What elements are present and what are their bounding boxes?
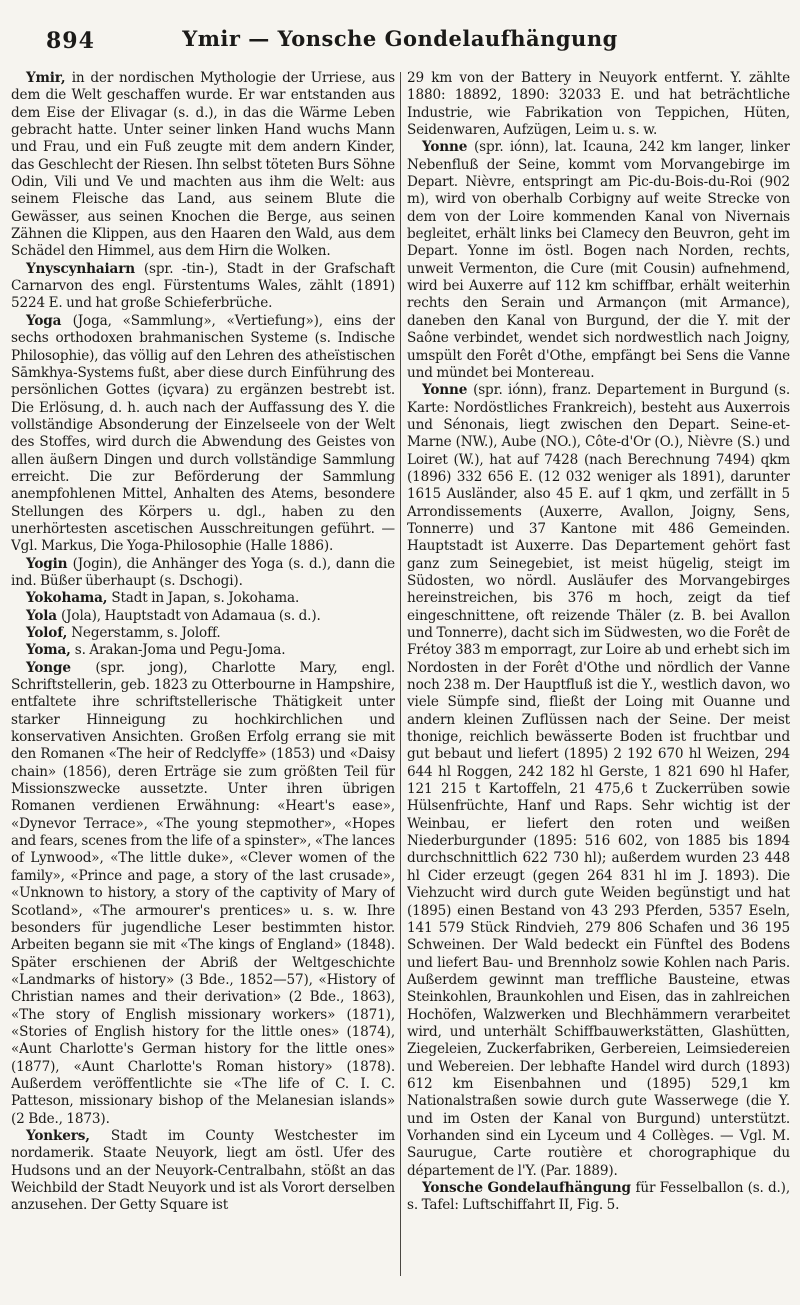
page-header xyxy=(0,26,800,66)
dictionary-entry xyxy=(407,382,790,1180)
entry-text: (spr. jong), Charlotte Mary, engl. Schriftstellerin, geb. 1823 zu Otterbourne in Hampshire, entfaltete ihre schriftstellerische Thätigkeit unter starker Hinneigung zu hochkirchlichen und konservativen Ansichten. Großen Erfolg errang sie mit den Romanen «The heir of Redclyffe» (1853) und «Daisy chain» (1856), deren Erträge sie zum größten Teil für Missionszwecke aussetzte. Unter ihren übrigen Romanen verdienen Erwähnung: «Heart's ease», «Dynevor Terrace», «The young stepmother», «Hopes and fears, scenes from the life of a spinster», «The lances of Lynwood», «The little duke», «Clever women of the family», «Prince and page, a story of the last crusade», «Unknown to history, a story of the captivity of Mary of Scotland», «The armourer's prentices» u. s. w. Ihre besonders für jugendliche Leser bestimmten histor. Arbeiten begann sie mit «The kings of England» (1848). Später erschienen der Abriß der Weltgeschichte «Landmarks of history» (3 Bde., 1852—57), «History of Christian names and their derivation» (2 Bde., 1863), «The story of English missionary workers» (1871), «Stories of English history for the little ones» (1874), «Aunt Charlotte's German history for the little ones» (1877), «Aunt Charlotte's Roman history» (1878). Außerdem veröffentlichte sie «The life of C. I. C. Patteson, missionary bishop of the Melanesian islands» (2 Bde., 1873). xyxy=(11,659,395,1127)
running-title: Ymir — Yonsche Gondelaufhängung xyxy=(182,26,618,51)
entry-text: (spr. iónn), lat. Icauna, 242 km langer, linker Nebenfluß der Seine, kommt vom Morvangebirge im Depart. Nièvre, entspringt am Pic-du-Bois-du-Roi (902 m), wird von oberhalb Corbigny auf weite Strecke von dem von der Loire kommenden Kanal von Nivernais begleitet, erhält links bei Clamecy den Beuvron, geht im Depart. Yonne im östl. Bogen nach Norden, rechts, unweit Vermenton, die Cure (mit Cousin) aufnehmend, wird bei Auxerre auf 112 km schiffbar, erhält weiterhin rechts den Serain und Armançon (mit Armance), daneben den Kanal von Burgund, der die Y. mit der Saône verbindet, wendet sich nordwestlich nach Joigny, umspült den Forêt d'Othe, empfängt bei Sens die Vanne und mündet bei Montereau. xyxy=(407,139,790,381)
dictionary-entry xyxy=(11,556,395,591)
entry-text: in der nordischen Mythologie der Urriese, aus dem die Welt geschaffen wurde. Er war entstanden aus dem Eise der Elivagar (s. d.), in das die Wärme Leben gebracht hatte. Unter seiner linken Hand wuchs Mann und Frau, und ein Fuß zeugte mit dem andern Kinder, das Geschlecht der Riesen. Ihn selbst töteten Burs Söhne Odin, Vili und Ve und machten aus ihm die Welt: aus seinem Fleische das Land, aus seinem Blute die Gewässer, aus seinen Knochen die Berge, aus seinen Zähnen die Klippen, aus den Haaren den Wald, aus dem Schädel den Himmel, aus dem Hirn die Wolken. xyxy=(11,70,395,260)
dictionary-entry xyxy=(11,261,395,313)
dictionary-entry xyxy=(11,608,395,625)
entry-text: (Jogin), die Anhänger des Yoga (s. d.), dann die ind. Büßer überhaupt (s. Dschogi). xyxy=(11,555,395,589)
entry-text: (Jola), Hauptstadt von Adamaua (s. d.). xyxy=(60,607,321,624)
dictionary-entry xyxy=(407,139,790,382)
dictionary-entry xyxy=(11,642,395,659)
entry-headword: Yonne xyxy=(422,382,474,399)
entry-headword: Yola xyxy=(26,607,61,624)
page-number: 894 xyxy=(46,28,95,54)
text-columns xyxy=(0,70,800,1285)
entry-headword: Ymir, xyxy=(26,70,72,86)
dictionary-entry xyxy=(11,660,395,1128)
entry-text: Stadt im County Westchester im nordamerik. Staate Neuyork, liegt am östl. Ufer des Hudsons und an der Neuyork-Centralbahn, stößt an das Weichbild der Stadt Neuyork und ist als Vorort derselben anzusehen. Der Getty Square ist xyxy=(11,1127,395,1214)
dictionary-entry xyxy=(11,313,395,556)
dictionary-entry xyxy=(11,625,395,642)
entry-headword: Yonge xyxy=(26,659,96,676)
entry-headword: Yoga xyxy=(26,312,73,329)
entry-text: (spr. iónn), franz. Departement in Burgund (s. Karte: Nordöstliches Frankreich), besteht aus Auxerrois und Sénonais, liegt zwischen den Depart. Seine-et-Marne (NW.), Aube (NO.), Côte-d'Or (O.), Nièvre (S.) und Loiret (W.), hat auf 7428 (nach Berechnung 7494) qkm (1896) 332 656 E. (12 032 weniger als 1891), darunter 1615 Ausländer, also 45 E. auf 1 qkm, und zerfällt in 5 Arrondissements (Auxerre, Avallon, Joigny, Sens, Tonnerre) und 37 Kantone mit 486 Gemeinden. Hauptstadt ist Auxerre. Das Departement gehört fast ganz zum Seinegebiet, ist meist hügelig, steigt im Südosten, wo nördl. Ausläufer des Morvangebirges hereinstreichen, bis 376 m hoch, zeigt da tief eingeschnittene, oft reizende Thäler (z. B. bei Avallon und Tonnerre), dacht sich im Südwesten, wo die Forêt de Frétoy 383 m emporragt, zur Loire ab und erhebt sich im Nordosten in der Forêt d'Othe und nördlich der Vanne noch 238 m. Der Hauptfluß ist die Y., westlich davon, wo viele Sümpfe sind, fließt der Loing mit Ouanne und andern kleinen Zuflüssen nach der Seine. Der meist thonige, reichlich bewässerte Boden ist fruchtbar und gut bebaut und liefert (1895) 2 192 670 hl Weizen, 294 644 hl Roggen, 242 182 hl Gerste, 1 821 690 hl Hafer, 121 215 t Kartoffeln, 21 475,6 t Zuckerrüben sowie Hülsenfrüchte, Hanf und Raps. Sehr wichtig ist der Weinbau, er liefert den roten und weißen Niederburgunder (1895: 516 602, von 1885 bis 1894 durchschnittlich 622 730 hl); außerdem wurden 23 448 hl Cider erzeugt (gegen 264 831 hl im J. 1893). Die Viehzucht wird durch gute Weiden begünstigt und hat (1895) einen Bestand von 43 293 Pferden, 5357 Eseln, 141 579 Stück Rindvieh, 279 806 Schafen und 36 195 Schweinen. Der Wald bedeckt ein Fünftel des Bodens und liefert Bau- und Brennholz sowie Kohlen nach Paris. Außerdem gewinnt man treffliche Bausteine, etwas Steinkohlen, Braunkohlen und Eisen, das in zahlreichen Hochöfen, Walzwerken und Blechhämmern verarbeitet wird, und unterhält Schiffbauwerkstätten, Glashütten, Ziegeleien, Zuckerfabriken, Gerbereien, Leimsiedereien und Webereien. Der lebhafte Handel wird durch (1893) 612 km Eisenbahnen und (1895) 529,1 km Nationalstraßen sowie durch gute Wasserwege (die Y. und im Osten der Kanal von Burgund) unterstützt. Vorhanden sind ein Lyceum und 4 Collèges. — Vgl. M. Saurugue, Carte routière et chorographique du département de l'Y. (Par. 1889). xyxy=(407,382,790,1179)
entry-headword: Yokohama, xyxy=(26,590,112,607)
dictionary-entry xyxy=(407,70,790,139)
left-column xyxy=(11,70,395,1285)
entry-text: (spr. -tin-), Stadt in der Grafschaft Carnarvon des engl. Fürstentums Wales, zählt (1891) 5224 E. und hat große Schieferbrüche. xyxy=(11,260,395,312)
entry-headword: Yonkers, xyxy=(26,1127,111,1144)
dictionary-entry xyxy=(11,70,395,261)
entry-headword: Yonsche Gondelaufhängung xyxy=(422,1180,636,1196)
entry-headword: Yolof, xyxy=(26,625,72,641)
dictionary-entry xyxy=(11,1128,395,1215)
entry-text: Stadt in Japan, s. Jokohama. xyxy=(111,590,300,607)
entry-text: Negerstamm, s. Joloff. xyxy=(71,625,221,641)
column-divider-rule xyxy=(400,72,401,1276)
entry-headword: Yonne xyxy=(422,139,474,156)
entry-headword: Ynyscynhaiarn xyxy=(26,260,144,277)
dictionary-entry xyxy=(11,590,395,607)
entry-headword: Yoma, xyxy=(26,642,75,659)
right-column xyxy=(407,70,790,1285)
entry-text: für Fesselballon (s. d.), s. Tafel: Luftschiffahrt II, Fig. 5. xyxy=(407,1180,790,1214)
entry-text: s. Arakan-Joma und Pegu-Joma. xyxy=(74,642,286,659)
dictionary-entry xyxy=(407,1180,790,1215)
entry-text: (Joga, «Sammlung», «Vertiefung»), eins der sechs orthodoxen brahmanischen Systeme (s. Indische Philosophie), das völlig auf den Lehren des atheïstischen Sāmkhya-Systems fußt, aber diese durch Einführung des persönlichen Gottes (içvara) zu ergänzen bestrebt ist. Die Erlösung, d. h. auch nach der Auffassung des Y. die vollständige Absonderung der Einzelseele von der Welt des Stoffes, wird durch die Abwendung des Geistes von allen äußern Dingen und durch vollständige Sammlung erreicht. Die zur Beförderung der Sammlung anempfohlenen Mittel, Anhalten des Atems, besondere Stellungen des Körpers u. dgl., haben zu den unerhörtesten ascetischen Ausschreitungen geführt. — Vgl. Markus, Die Yoga-Philosophie (Halle 1886). xyxy=(11,312,395,555)
entry-text: 29 km von der Battery in Neuyork entfernt. Y. zählte 1880: 18892, 1890: 32033 E. und hat beträchtliche Industrie, wie Fabrikation von Teppichen, Hüten, Seidenwaren, Aufzügen, Leim u. s. w. xyxy=(407,70,790,139)
entry-headword: Yogin xyxy=(26,555,73,572)
